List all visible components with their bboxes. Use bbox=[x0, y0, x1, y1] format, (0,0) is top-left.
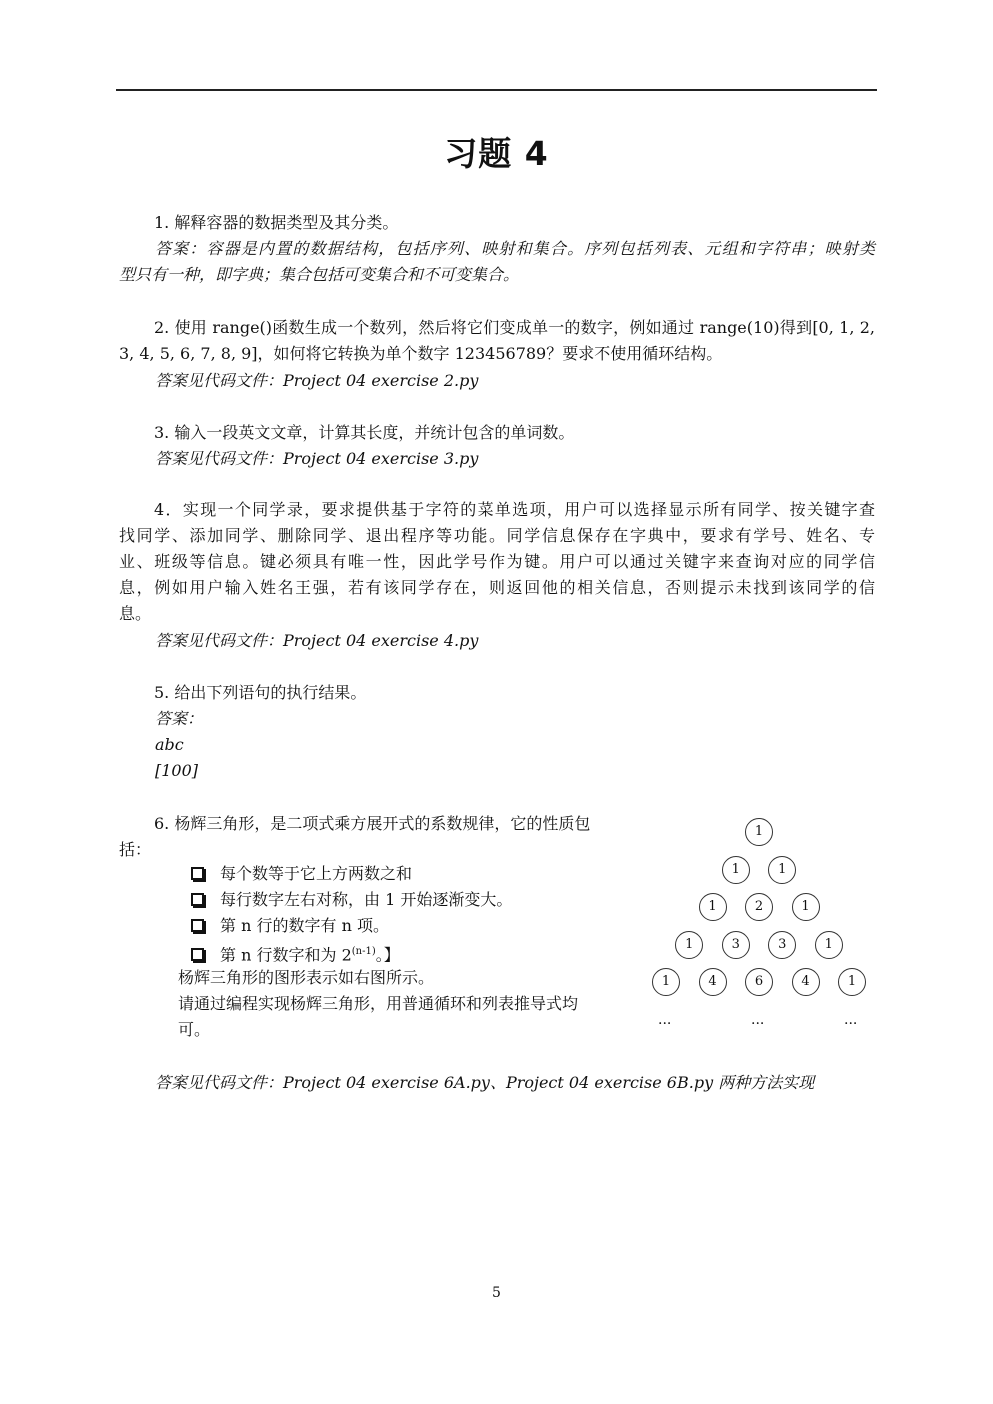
q6-bullet-4: 第 n 行数字和为 2$^{(n-1)}$。】 bbox=[191, 939, 400, 968]
q6-bullet-3: 第 n 行的数字有 n 项。 bbox=[191, 913, 389, 939]
q4-line4: 息，例如用户输入姓名王强，若有该同学存在，则返回他的相关信息，否则提示未找到该同学的信 bbox=[119, 578, 875, 597]
triangle-node: 1 bbox=[699, 893, 727, 921]
q6-requirement-line2: 可。 bbox=[178, 1020, 211, 1039]
triangle-node: 2 bbox=[745, 893, 773, 921]
q6-bullet-2: 每行数字左右对称，由 1 开始逐渐变大。 bbox=[191, 887, 512, 913]
q6-requirement-line1: 请通过编程实现杨辉三角形，用普通循环和列表推导式均 bbox=[178, 994, 579, 1013]
q2-line1: 2. 使用 range()函数生成一个数列，然后将它们变成单一的数字，例如通过 range(10)得到[0, 1, 2, bbox=[154, 318, 875, 337]
triangle-node: 4 bbox=[699, 968, 727, 996]
q1-answer-line1: 答案：容器是内置的数据结构，包括序列、映射和集合。序列包括列表、元组和字符串；映射类 bbox=[155, 239, 875, 258]
q4-answer: 答案见代码文件：Project 04 exercise 4.py bbox=[155, 631, 479, 650]
q5-result-2: [100] bbox=[155, 761, 199, 780]
triangle-node: 1 bbox=[722, 856, 750, 884]
q6-line1: 6. 杨辉三角形，是二项式乘方展开式的系数规律，它的性质包 bbox=[154, 814, 591, 833]
q2-answer: 答案见代码文件：Project 04 exercise 2.py bbox=[155, 371, 479, 390]
triangle-node: 1 bbox=[815, 931, 843, 959]
q2-line2: 3, 4, 5, 6, 7, 8, 9]，如何将它转换为单个数字 123456789？要求不使用循环结构。 bbox=[119, 344, 723, 363]
triangle-node: 1 bbox=[675, 931, 703, 959]
triangle-node: 1 bbox=[745, 818, 773, 846]
q6-answer: 答案见代码文件：Project 04 exercise 6A.py、Project 04 exercise 6B.py 两种方法实现 bbox=[155, 1073, 815, 1092]
triangle-node: 3 bbox=[768, 931, 796, 959]
triangle-node: 1 bbox=[838, 968, 866, 996]
q6-bullet-1: 每个数等于它上方两数之和 bbox=[191, 861, 412, 887]
q6-line2: 括： bbox=[119, 840, 152, 859]
triangle-node: 1 bbox=[768, 856, 796, 884]
header-rule bbox=[116, 89, 877, 91]
triangle-node: 6 bbox=[745, 968, 773, 996]
q4-line2: 找同学、添加同学、删除同学、退出程序等功能。同学信息保存在字典中，要求有学号、姓名、专 bbox=[119, 526, 875, 545]
q5-result-1: abc bbox=[155, 735, 184, 754]
triangle-node: 3 bbox=[722, 931, 750, 959]
checkbox-bullet-icon bbox=[191, 919, 204, 932]
triangle-node: 4 bbox=[792, 968, 820, 996]
triangle-ellipsis: ... bbox=[751, 1011, 765, 1028]
page-number: 5 bbox=[492, 1285, 501, 1301]
checkbox-bullet-icon bbox=[191, 948, 204, 961]
q6-description: 杨辉三角形的图形表示如右图所示。 bbox=[178, 968, 435, 987]
q5-answer-label: 答案： bbox=[155, 709, 204, 728]
q5-question: 5. 给出下列语句的执行结果。 bbox=[154, 683, 367, 702]
triangle-ellipsis: ... bbox=[844, 1011, 858, 1028]
q4-line1: 4．实现一个同学录，要求提供基于字符的菜单选项，用户可以选择显示所有同学、按关键字查 bbox=[154, 500, 875, 519]
q1-question: 1. 解释容器的数据类型及其分类。 bbox=[154, 213, 399, 232]
q3-question: 3. 输入一段英文文章，计算其长度，并统计包含的单词数。 bbox=[154, 423, 575, 442]
q4-line5: 息。 bbox=[119, 604, 152, 623]
checkbox-bullet-icon bbox=[191, 893, 204, 906]
triangle-ellipsis: ... bbox=[658, 1011, 672, 1028]
triangle-node: 1 bbox=[792, 893, 820, 921]
checkbox-bullet-icon bbox=[191, 867, 204, 880]
triangle-node: 1 bbox=[652, 968, 680, 996]
q1-answer-line2: 型只有一种，即字典；集合包括可变集合和不可变集合。 bbox=[119, 265, 520, 284]
q4-line3: 业、班级等信息。键必须具有唯一性，因此学号作为键。用户可以通过关键字来查询对应的同学信 bbox=[119, 552, 875, 571]
page-title: 习题 4 bbox=[444, 134, 549, 173]
q3-answer: 答案见代码文件：Project 04 exercise 3.py bbox=[155, 449, 479, 468]
